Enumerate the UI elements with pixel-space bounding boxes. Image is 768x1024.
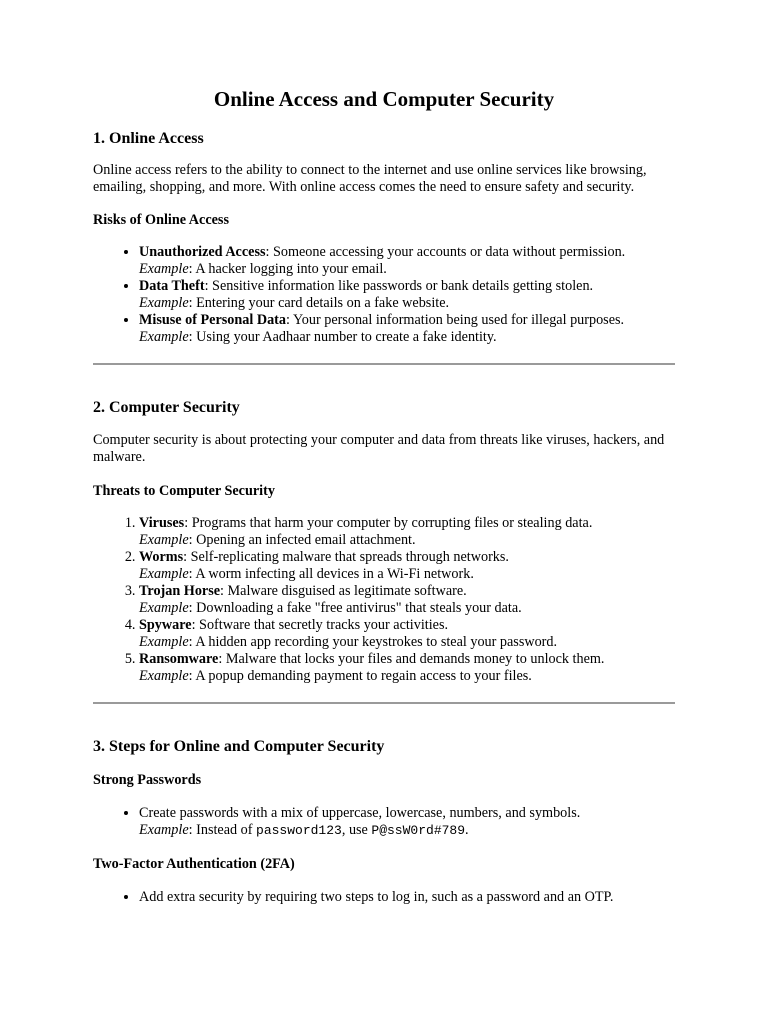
risks-list	[93, 244, 675, 346]
risk-desc: : Someone accessing your accounts or data without permission.	[265, 244, 626, 260]
threat-term: Ransomware	[139, 651, 219, 667]
example-suffix: .	[465, 822, 469, 838]
list-item	[139, 244, 675, 278]
risk-example: : A hacker logging into your email.	[188, 261, 387, 277]
risk-term: Data Theft	[139, 278, 205, 294]
section-online-access	[93, 128, 675, 346]
risk-term: Unauthorized Access	[139, 244, 266, 260]
threat-term: Trojan Horse	[139, 583, 221, 599]
example-label: Example	[139, 668, 189, 684]
list-item	[139, 617, 675, 651]
online-access-intro: Online access refers to the ability to connect to the internet and use online services like browsing, emailing, shopping, and more. With online access comes the need to ensure safety and security.	[93, 162, 647, 195]
example-label: Example	[139, 600, 189, 616]
list-item	[139, 549, 675, 583]
section-computer-security	[93, 397, 675, 685]
risk-example: : Using your Aadhaar number to create a fake identity.	[188, 329, 497, 345]
risk-desc: : Your personal information being used for illegal purposes.	[285, 312, 625, 328]
risk-desc: : Sensitive information like passwords or bank details getting stolen.	[204, 278, 594, 294]
section-divider	[93, 702, 675, 704]
risks-subheading: Risks of Online Access	[93, 212, 229, 228]
strong-password-code: P@ssW0rd#789	[371, 823, 466, 838]
computer-security-intro: Computer security is about protecting your computer and data from threats like viruses, hackers, and malware.	[93, 432, 665, 465]
threat-term: Viruses	[139, 515, 185, 531]
example-label: Example	[139, 295, 189, 311]
threat-desc: : Software that secretly tracks your activities.	[191, 617, 449, 633]
threat-desc: : Self-replicating malware that spreads through networks.	[183, 549, 509, 565]
example-label: Example	[139, 261, 189, 277]
list-item	[139, 651, 675, 685]
example-label: Example	[139, 566, 189, 582]
section-heading-online-access: 1. Online Access	[93, 130, 204, 147]
threat-desc: : Malware that locks your files and demands money to unlock them.	[218, 651, 605, 667]
example-label: Example	[139, 634, 189, 650]
threats-list	[93, 515, 675, 685]
threat-example: : A hidden app recording your keystrokes to steal your password.	[188, 634, 558, 650]
example-mid: , use	[341, 822, 372, 838]
strong-passwords-subheading: Strong Passwords	[93, 772, 202, 788]
threat-example: : Opening an infected email attachment.	[188, 532, 416, 548]
list-item	[139, 515, 675, 549]
list-item	[139, 278, 675, 312]
strong-passwords-list	[93, 805, 675, 839]
two-factor-subheading: Two-Factor Authentication (2FA)	[93, 856, 295, 872]
document-page	[93, 85, 675, 906]
list-item	[139, 583, 675, 617]
threat-term: Worms	[139, 549, 184, 565]
example-prefix: : Instead of	[188, 822, 257, 838]
section-heading-computer-security: 2. Computer Security	[93, 399, 240, 416]
two-factor-list	[93, 889, 675, 906]
document-title: Online Access and Computer Security	[213, 87, 555, 111]
risk-example: : Entering your card details on a fake website.	[188, 295, 450, 311]
list-item	[139, 889, 675, 906]
risk-term: Misuse of Personal Data	[139, 312, 286, 328]
section-security-steps	[93, 736, 675, 906]
strong-passwords-item: Create passwords with a mix of uppercase, lowercase, numbers, and symbols.	[139, 805, 581, 821]
threat-example: : Downloading a fake "free antivirus" that steals your data.	[188, 600, 522, 616]
weak-password-code: password123	[256, 823, 342, 838]
list-item	[139, 312, 675, 346]
section-divider	[93, 363, 675, 365]
threat-term: Spyware	[139, 617, 192, 633]
section-heading-security-steps: 3. Steps for Online and Computer Security	[93, 738, 385, 755]
example-label: Example	[139, 329, 189, 345]
threat-desc: : Malware disguised as legitimate software.	[220, 583, 467, 599]
threat-desc: : Programs that harm your computer by corrupting files or stealing data.	[184, 515, 593, 531]
threats-subheading: Threats to Computer Security	[93, 483, 275, 499]
list-item	[139, 805, 675, 839]
threat-example: : A worm infecting all devices in a Wi-Fi network.	[188, 566, 474, 582]
example-label: Example	[139, 822, 189, 838]
threat-example: : A popup demanding payment to regain access to your files.	[188, 668, 532, 684]
two-factor-item: Add extra security by requiring two steps to log in, such as a password and an OTP.	[139, 889, 614, 905]
example-label: Example	[139, 532, 189, 548]
